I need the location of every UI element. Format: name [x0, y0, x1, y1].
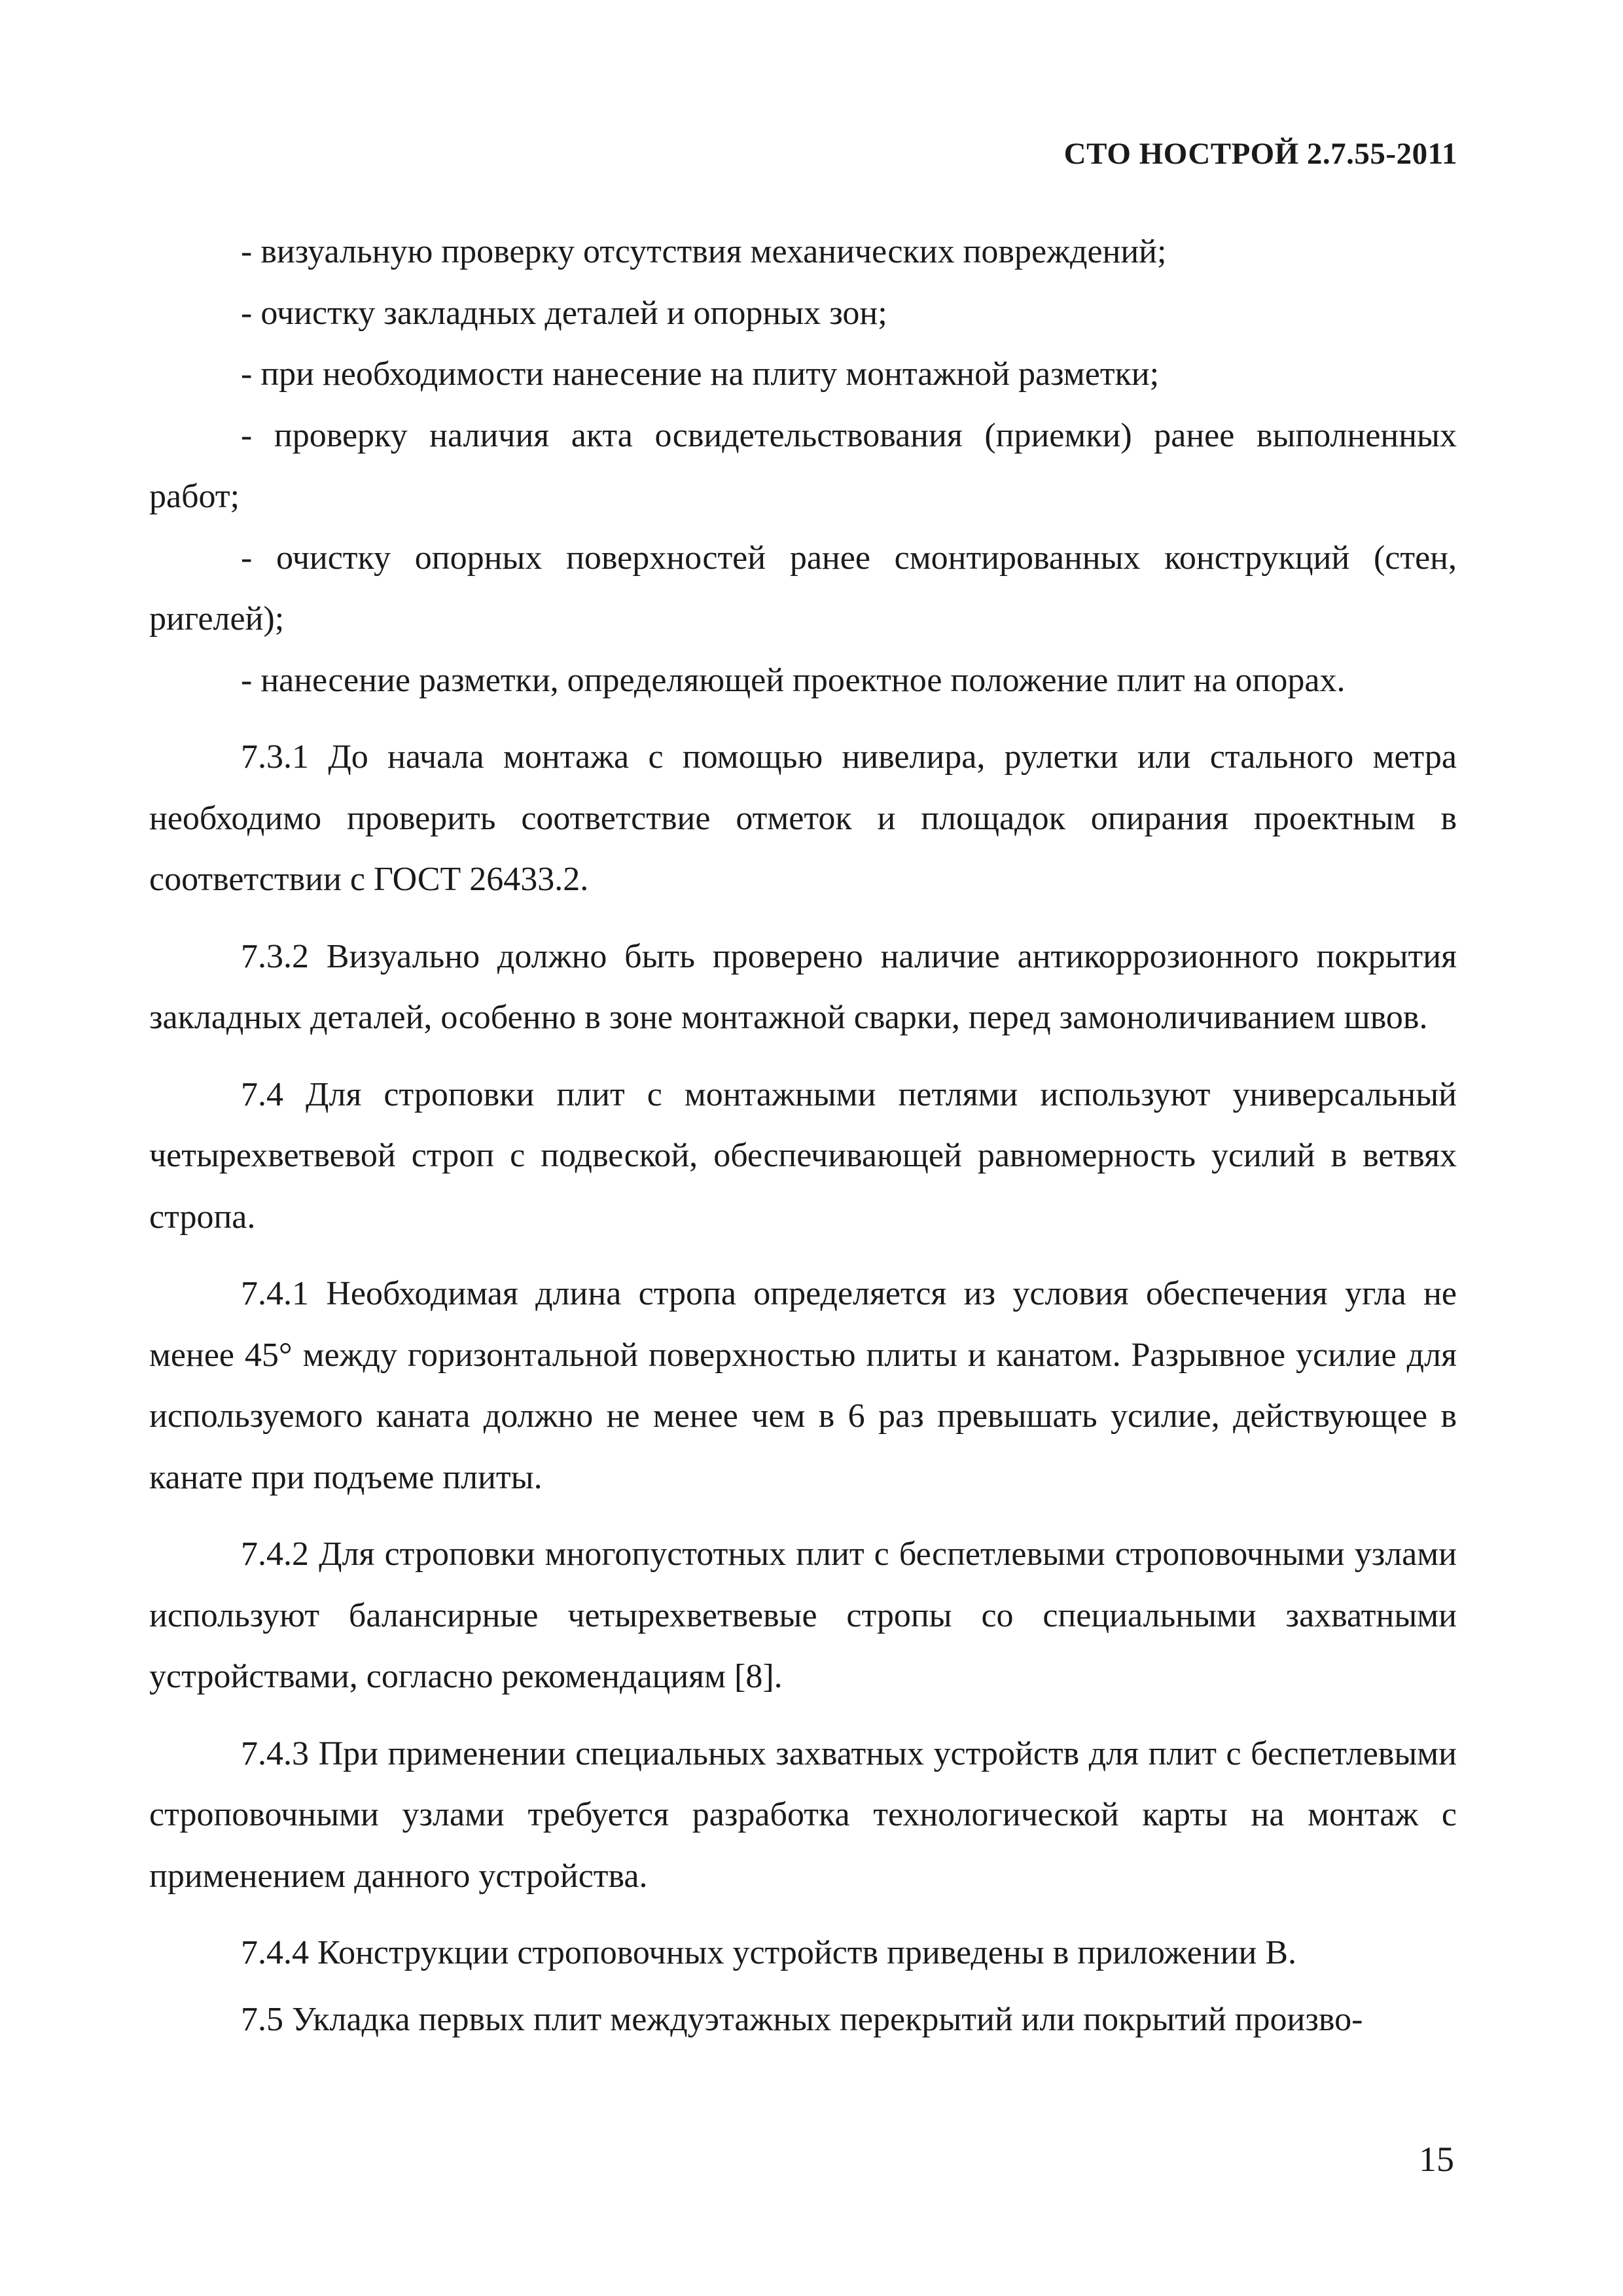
clause-7-4-4: 7.4.4 Конструкции строповочных устройств приведены в приложении В. — [241, 1934, 1297, 1971]
list-item-acceptance-act: - проверку наличия акта освидетельствования (приемки) ранее выполненных работ; — [149, 416, 1457, 515]
clause-7-4-3: 7.4.3 При применении специальных захватных устройств для плит с беспетлевыми строповочными узлами требуется разработка технологической карты на монтаж с применением данного устройства. — [149, 1734, 1457, 1895]
list-item-design-position-marking: - нанесение разметки, определяющей проектное положение плит на опорах. — [241, 661, 1346, 699]
list-item-cleaning-embedded-parts: - очистку закладных деталей и опорных зон; — [241, 294, 887, 332]
document-code-header: СТО НОСТРОЙ 2.7.55-2011 — [1063, 137, 1457, 171]
clause-7-4: 7.4 Для строповки плит с монтажными петлями используют универсальный четырехветвевой строп с подвеской, обеспечивающей равномерность усилий в ветвях стропа. — [149, 1075, 1457, 1236]
list-item-marking: - при необходимости нанесение на плиту монтажной разметки; — [241, 355, 1160, 393]
clause-7-5: 7.5 Укладка первых плит междуэтажных перекрытий или покрытий произво- — [241, 2000, 1363, 2038]
clause-7-4-1: 7.4.1 Необходимая длина стропа определяется из условия обеспечения угла не менее 45° между горизонтальной поверхностью плиты и канатом. Разрывное усилие для используемого каната должно не менее чем в 6 раз превышать усилие, действующее в канате при подъеме плиты. — [149, 1275, 1457, 1496]
list-item-visual-inspection: - визуальную проверку отсутствия механических повреждений; — [241, 233, 1167, 270]
clause-7-3-1: 7.3.1 До начала монтажа с помощью нивелира, рулетки или стального метра необходимо проверить соответствие отметок и площадок опирания проектным в соответствии с ГОСТ 26433.2. — [149, 738, 1457, 898]
clause-7-3-2: 7.3.2 Визуально должно быть проверено наличие антикоррозионного покрытия закладных деталей, особенно в зоне монтажной сварки, перед замоноличиванием швов. — [149, 937, 1457, 1036]
page-body — [149, 221, 1457, 2050]
page-number: 15 — [1419, 2140, 1454, 2179]
list-item-cleaning-support-surfaces: - очистку опорных поверхностей ранее смонтированных конструкций (стен, ригелей); — [149, 539, 1457, 637]
clause-7-4-2: 7.4.2 Для строповки многопустотных плит с беспетлевыми строповочными узлами используют балансирные четырехветвевые стропы со специальными захватными устройствами, согласно рекомендациям [8]. — [149, 1535, 1457, 1695]
